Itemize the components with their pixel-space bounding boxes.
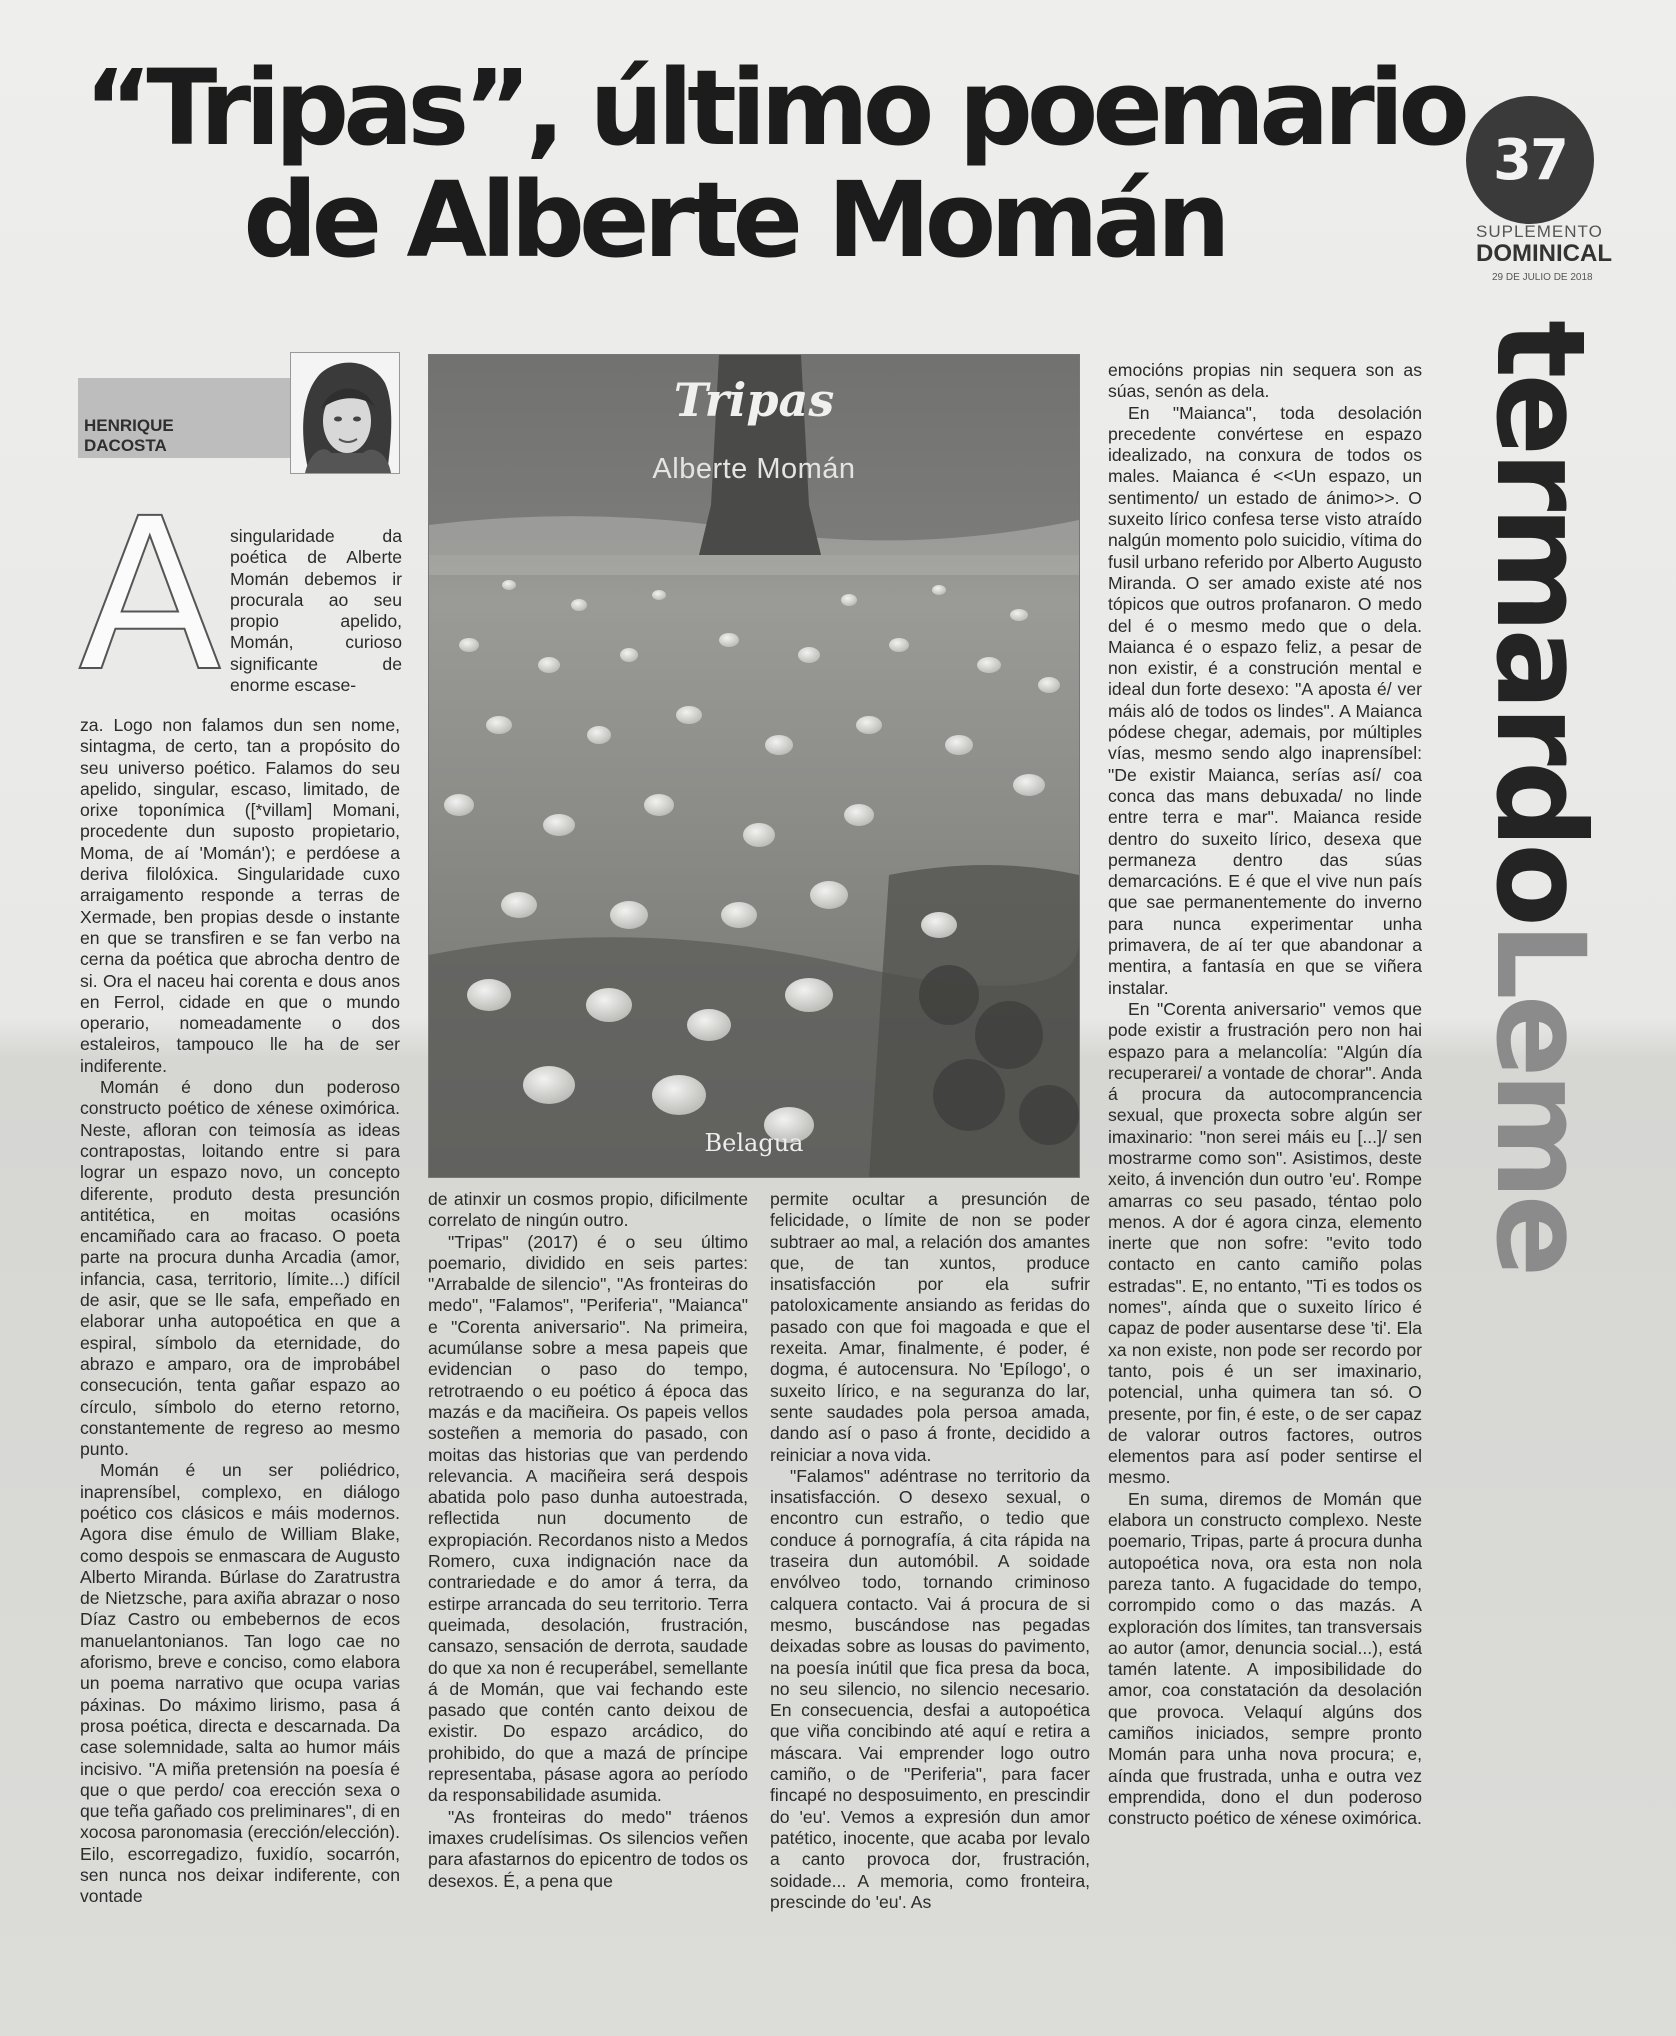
page-number-badge: 37	[1466, 96, 1594, 224]
article-paragraph: Momán é dono dun poderoso constructo poético de xénese oximórica. Neste, afloran con teimosía as ideas contrapostas, loitando entre si para lograr un espazo novo, un concepto diferente, produto desta presunción antitética, en moitas ocasións encamiñado cara ao fracaso. O poeta parte na procura dunha Arcadia (amor, infancia, casa, territorio, límite...) difícil de asir, que se lle safa, empeñado en elaborar unha autopoética en que a espiral, símbolo da eternidade, do abrazo e amparo, ora de improbábel consecución, tenta gañar espazo ao círculo, símbolo do eterno retorno, constantemente de regreso ao mesmo punto.	[80, 1077, 400, 1460]
section-title-part-2: Leme	[1469, 922, 1611, 1273]
article-paragraph: "Tripas" (2017) é o seu último poemario, dividido en seis partes: "Arrabalde de silencio", "As fronteiras do medo", "Falamos", "Periferia", "Maianca" e "Corenta aniversario". Na primeira, acumúlanse sobre a mesa papeis que evidencian o paso do tempo, retrotraendo o eu poético á época das mazás e da maciñeira. Os papeis vellos sosteñen a memoria do pasado, con moitas das historias que van perdendo relevancia. A maciñeira será despois abatida polo paso dunha autoestrada, reflectida nun documento de expropiación. Recordanos nisto a Medos Romero, cuxa indignación nace da contrariedade e do amor á terra, da estirpe arrancada do seu territorio. Terra queimada, desolación, frustración, cansazo, sensación de derrota, saudade do que xa non é recuperábel, semellante á de Momán, que vai fechando este pasado que contén canto deixou de existir. Do espazo arcádico, do prohibido, do que a mazá de príncipe representaba, pásase agora ao período da responsabilidade asumida.	[428, 1231, 748, 1806]
drop-cap: A	[78, 473, 222, 718]
cover-publisher: Belagua	[704, 1129, 804, 1157]
article-paragraph: emocións propias nin sequera son as súas, senón as dela.	[1108, 360, 1422, 402]
author-name	[84, 416, 174, 456]
article-paragraph: "Falamos" adéntrase no territorio da insatisfacción. O desexo sexual, o encontro cun estraño, o tedio que conduce á pornografía, á cita rápida na traseira dun automóbil. A soidade envólveo todo, tornando criminoso calquera contacto. Vai á procura de si mesmo, buscándose nas pegadas deixadas sobre as lousas do pavimento, na poesía inútil que fica presa da boca, no seu silencio, no silencio necesario. En consecuencia, desfai a autopoética que viña concibindo até aquí e retira a máscara. Vai emprender logo outro camiño, o de "Periferia", para facer fincapé no desposuimento, en prescindir do 'eu'. Vemos a expresión dun amor patético, inocente, que acaba por levalo a canto provoca dor, frustración, soidade... A memoria, como fronteira, prescinde do 'eu'. As	[770, 1465, 1090, 1912]
supplement-name: DOMINICAL	[1476, 240, 1612, 267]
issue-date: 29 DE JULIO DE 2018	[1492, 272, 1593, 283]
section-title-part-1: termardo	[1469, 320, 1611, 922]
book-cover-image	[428, 354, 1080, 1178]
article-column-4	[1108, 360, 1422, 1829]
headline	[84, 47, 1464, 281]
article-column-2	[428, 1189, 748, 1892]
article-column-3	[770, 1189, 1090, 1913]
article-paragraph: En "Corenta aniversario" vemos que pode existir a frustración pero non hai espazo para a melancolía: "Algún día recuperarei/ a vontade de chorar". Anda á procura da autocomprancencia sexual, que proxecta sobre algún ser imaxinario: "non serei máis eu [...]/ sen mostrarme como son". Asistimos, deste xeito, á invención dun outro 'eu'. Rompe amarras co seu pasado, téntao polo menos. A dor é agora cinza, elemento inerte que non sofre: "evito todo contacto en canto camiño polas estradas". E, no entanto, "Ti es todos os nomes", aínda que o suxeito lírico é capaz de poder ausentarse dese 'ti'. Ela xa non existe, non pode ser recordo por tanto, pois é un ser imaxinario, potencial, unha quimera tan só. O presente, por fin, é este, o de ser capaz de valorar outros factores, outros elementos para así poder sentirse el mesmo.	[1108, 998, 1422, 1488]
article-paragraph: singularidade da poética de Alberte Momán debemos ir procurala ao seu propio apelido, Momán, curioso significante de enorme escase-	[230, 526, 402, 696]
author-first-name: HENRIQUE	[84, 416, 174, 435]
author-last-name: DACOSTA	[84, 436, 167, 455]
author-photo	[290, 352, 400, 474]
article-column-1-wrap	[230, 526, 402, 696]
article-column-1	[80, 715, 400, 1908]
supplement-label: SUPLEMENTO	[1476, 222, 1603, 241]
article-paragraph: za. Logo non falamos dun sen nome, sintagma, de certo, tan a propósito do seu universo poético. Falamos do seu apelido, singular, escaso, limitado, de orixe toponímica ([*villam] Momani, procedente dun suposto propietario, Moma, de aí 'Momán'); e perdóese a deriva filolóxica. Singularidade cuxo arraigamento responde a terras de Xermade, ben propias desde o instante en que se transfiren e se fan verbo na cerna da poética que abrocha dentro de si. Ora el naceu hai corenta e dous anos en Ferrol, cidade en que o mundo operario, nomeadamente o dos estaleiros, tampouco lle ha de ser indiferente.	[80, 715, 400, 1076]
cover-title: Tripas	[673, 373, 835, 427]
article-paragraph: En suma, diremos de Momán que elabora un constructo complexo. Neste poemario, Tripas, parte á procura dunha autopoética nova, ora esta non nola pareza tanto. A fugacidade do tempo, corrompido como o das mazás. A exploración dos límites, tan transversais ao autor (amor, denuncia social...), está tamén latente. A imposibilidade do amor, coa constatación da desolación que provoca. Velaquí algúns dos camiños iniciados, sempre pronto Momán para unha nova procura; e, aínda que frustrada, unha e outra vez emprendida, dono el dun poderoso constructo poético de xénese oximórica.	[1108, 1488, 1422, 1829]
article-paragraph: permite ocultar a presunción de felicidade, o límite de non se poder subtraer ao mal, a relación dos amantes que, de tan xuntos, produce insatisfacción por ela sufrir patoloxicamente ansiando as feridas do pasado con que foi magoada e que el rexeita. Amar, finalmente, é poder, é dogma, é autocensura. No 'Epílogo', o suxeito lírico, e na seguranza do lar, sente saudades pola persoa amada, dando así o paso á fronte, decidido a reiniciar a nova vida.	[770, 1189, 1090, 1465]
headline-line-1: “Tripas”, último poemario	[84, 47, 1464, 169]
article-paragraph: Momán é un ser poliédrico, inaprensíbel, complexo, en diálogo poético cos clásicos e máis modernos. Agora dise émulo de William Blake, como despois se enmascara de Augusto Alberto Miranda. Búrlase do Zaratrustra de Nietzsche, para axiña abrazar o noso Díaz Castro ou embebernos de ecos manuelantonianos. Tan logo cae no aforismo, breve e conciso, como elabora un poema narrativo que ocupa varias páxinas. Do máximo lirismo, pasa á prosa poética, directa e descarnada. Da case solemnidade, salta ao humor máis incisivo. "A miña pretensión na poesía é que o que perdo/ coa erección sexa o que teña gañado cos preliminares", di en xocosa paronomasia (erección/elección). Eilo, escorregadizo, fuxidío, socarrón, sen nunca nos deixar indiferente, con vontade	[80, 1460, 400, 1907]
article-paragraph: de atinxir un cosmos propio, dificilmente correlato de ningún outro.	[428, 1189, 748, 1231]
headline-line-2: de Alberte Momán	[243, 159, 1225, 281]
section-title-vertical	[1469, 320, 1611, 1273]
author-portrait-illustration	[291, 353, 399, 473]
article-paragraph: "As fronteiras do medo" tráenos imaxes crudelísimas. Os silencios veñen para afastarnos do epicentro de todos os desexos. É, a pena que	[428, 1806, 748, 1891]
article-paragraph: En "Maianca", toda desolación precedente convértese en espazo idealizado, na conxura de todos os males. Maianca é <<Un espazo, un sentimento/ un estado de ánimo>>. O suxeito lírico confesa terse visto atraído nalgún momento polo suicidio, vítima do fusil urbano referido por Alberto Augusto Miranda. O ser amado existe até nos tópicos que outros profanaron. O medo del é o mesmo medo que o dela. Maianca é o espazo feliz, a pesar de non existir, é a construción mental e ideal dun forte desexo: "A aposta é/ ver máis aló de todos os lindes". A Maianca pódese chegar, ademais, por múltiples vías, mesmo sendo algo inaprensíbel: "De existir Maianca, serías así/ coa conca das mans debuxada/ no linde entre terra e mar". Maianca reside dentro do suxeito lírico, desexa que permaneza dentro das súas demarcacións. E é que el vive nun país que sae permanentemente do inverno para nunca experimentar unha primavera, de aí ter que abandonar a mentira, a fantasía en que se viñera instalar.	[1108, 402, 1422, 998]
cover-author: Alberte Momán	[652, 453, 856, 485]
